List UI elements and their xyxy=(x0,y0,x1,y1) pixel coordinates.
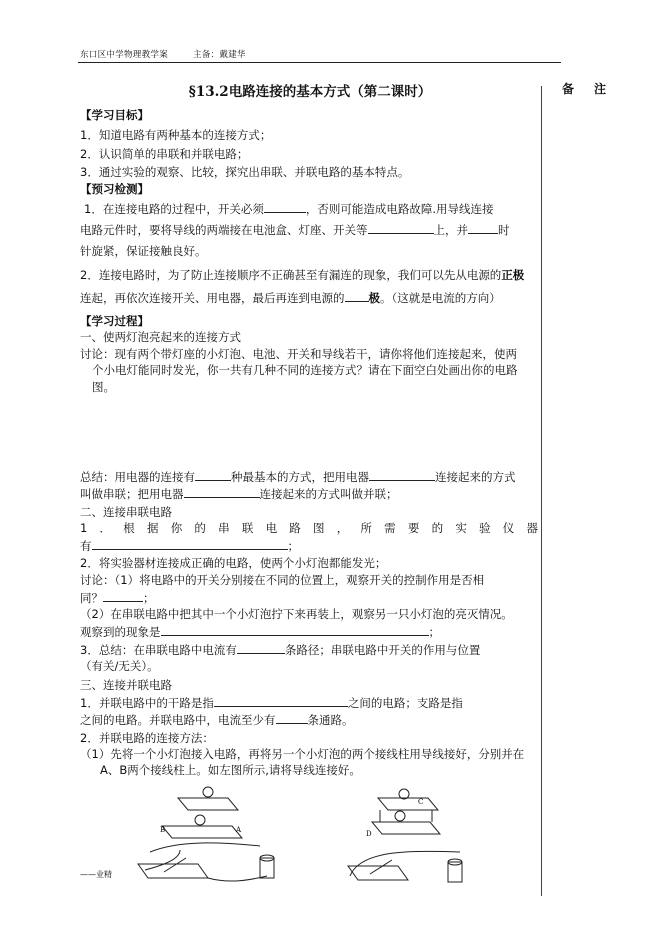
section-heading: 三、连接并联电路 xyxy=(80,678,172,692)
goals-heading: 【学习目标】 xyxy=(80,108,149,122)
preview-q1-line: 电路元件时，要将导线的两端接在电池盒、灯座、开关等 上，并 时 xyxy=(80,223,510,237)
goal-item: 1．知道电路有两种基本的连接方式； xyxy=(80,128,272,142)
summary-line: 总结：用电器的连接有 种最基本的方式，把用电器 连接起来的方式 xyxy=(80,470,516,484)
bulb-icon xyxy=(203,787,213,797)
process-heading: 【学习过程】 xyxy=(80,314,149,328)
page-title: §13.2电路连接的基本方式（第二课时） xyxy=(188,84,432,100)
discussion-text: 个小电灯能同时发光，你一共有几种不同的连接方式？请在下面空白处画出你的电路 xyxy=(92,363,518,377)
answer-blank[interactable] xyxy=(276,712,308,724)
preview-q1-line: 1．在连接电路的过程中，开关必须 ，否则可能造成电路故障.用导线连接 xyxy=(84,202,494,216)
answer-blank[interactable] xyxy=(214,695,348,707)
goal-item: 2．认识简单的串联和并联电路； xyxy=(80,147,249,161)
answer-blank[interactable] xyxy=(369,469,435,481)
terminal-label: C xyxy=(418,798,424,806)
answer-blank[interactable] xyxy=(345,290,369,302)
parallel-q2: 2．并联电路的连接方法： xyxy=(80,731,214,745)
terminal-label: B xyxy=(160,826,166,834)
switch-lever xyxy=(164,858,186,872)
answer-blank[interactable] xyxy=(237,642,285,654)
preview-q2-line: 连起，再依次连接开关、用电器，最后再连到电源的 极。（这就是电流的方向） xyxy=(80,291,501,305)
page-header xyxy=(80,48,268,60)
preview-heading: 【预习检测】 xyxy=(80,182,149,196)
school-name: 东口区中学物理教学案 xyxy=(80,50,169,60)
summary-line: 叫做串联；把用电器 连接起来的方式叫做并联； xyxy=(80,487,398,501)
parallel-circuit-diagram-left xyxy=(120,780,300,890)
board-top xyxy=(178,798,238,810)
series-q2: 2．将实验器材连接成正确的电路，使两个小灯泡都能发光； xyxy=(80,556,387,570)
bulb-icon xyxy=(195,815,205,825)
answer-blank[interactable] xyxy=(161,624,429,636)
parallel-method: （1）先将一个小灯泡接入电路，再将另一个小灯泡的两个接线柱用导线接好，分别并在 xyxy=(80,747,525,761)
answer-blank[interactable] xyxy=(184,486,260,498)
wire xyxy=(145,850,180,870)
preview-q1-line: 针旋紧，保证接触良好。 xyxy=(80,244,207,258)
parallel-method: A、B两个接线柱上。如左图所示,请将导线连接好。 xyxy=(100,763,361,777)
discussion-text: 讨论：现有两个带灯座的小灯泡、电池、开关和导线若干，请你将他们连接起来，使两 xyxy=(80,347,517,361)
wire xyxy=(350,851,460,876)
series-discussion: 讨论：（1）将电路中的开关分别接在不同的位置上，观察开关的控制作用是否相 xyxy=(80,573,485,587)
section-heading: 一、使两灯泡亮起来的连接方式 xyxy=(80,330,241,344)
section-heading: 二、连接串联电路 xyxy=(80,505,172,519)
switch-base xyxy=(348,866,408,880)
answer-blank[interactable] xyxy=(468,222,498,234)
observation-line: 观察到的现象是 ； xyxy=(80,625,440,639)
series-q1: 1．根据你的串联电路图，所需要的实验仪器 xyxy=(80,521,538,535)
discussion-text: 图。 xyxy=(92,380,115,394)
bulb-icon xyxy=(395,811,405,821)
terminal-label: D xyxy=(366,830,372,838)
answer-blank[interactable] xyxy=(103,590,143,602)
series-discussion: 同？ ； xyxy=(80,591,155,605)
series-discussion: （2）在串联电路中把其中一个小灯泡拧下来再装上，观察另一只小灯泡的亮灭情况。 xyxy=(80,607,513,621)
board-mid xyxy=(162,826,242,838)
wire xyxy=(208,876,267,881)
wire xyxy=(380,810,432,822)
switch-lever xyxy=(370,860,392,874)
series-summary: （有关/无关）。 xyxy=(80,659,159,673)
series-summary: 3．总结：在串联电路中电流有 条路径；串联电路中开关的作用与位置 xyxy=(80,643,481,657)
page-footer: ——业精 xyxy=(80,870,112,879)
parallel-q1: 1．并联电路中的干路是指 之间的电路；支路是指 xyxy=(80,696,463,710)
answer-blank[interactable] xyxy=(92,538,288,550)
series-q1-blank-line: 有 ； xyxy=(80,539,299,553)
terminal-label: A xyxy=(236,826,242,834)
remark-column-title: 备注 xyxy=(562,82,627,96)
board-top xyxy=(378,798,438,810)
answer-blank[interactable] xyxy=(264,201,306,213)
header-rule xyxy=(78,62,561,63)
answer-blank[interactable] xyxy=(368,222,434,234)
answer-blank[interactable] xyxy=(195,469,231,481)
preview-q2-line: 2．连接电路时，为了防止连接顺序不正确甚至有漏连的现象，我们可以先从电源的正极 xyxy=(80,268,525,282)
wire xyxy=(150,843,260,852)
parallel-q1: 之间的电路。并联电路中，电流至少有 条通路。 xyxy=(80,713,354,727)
editor-name: 主备：戴建华 xyxy=(193,50,246,60)
board-mid xyxy=(372,822,440,834)
goal-item: 3．通过实验的观察、比较，探究出串联、并联电路的基本特点。 xyxy=(80,165,410,179)
parallel-circuit-diagram-right xyxy=(320,780,500,890)
